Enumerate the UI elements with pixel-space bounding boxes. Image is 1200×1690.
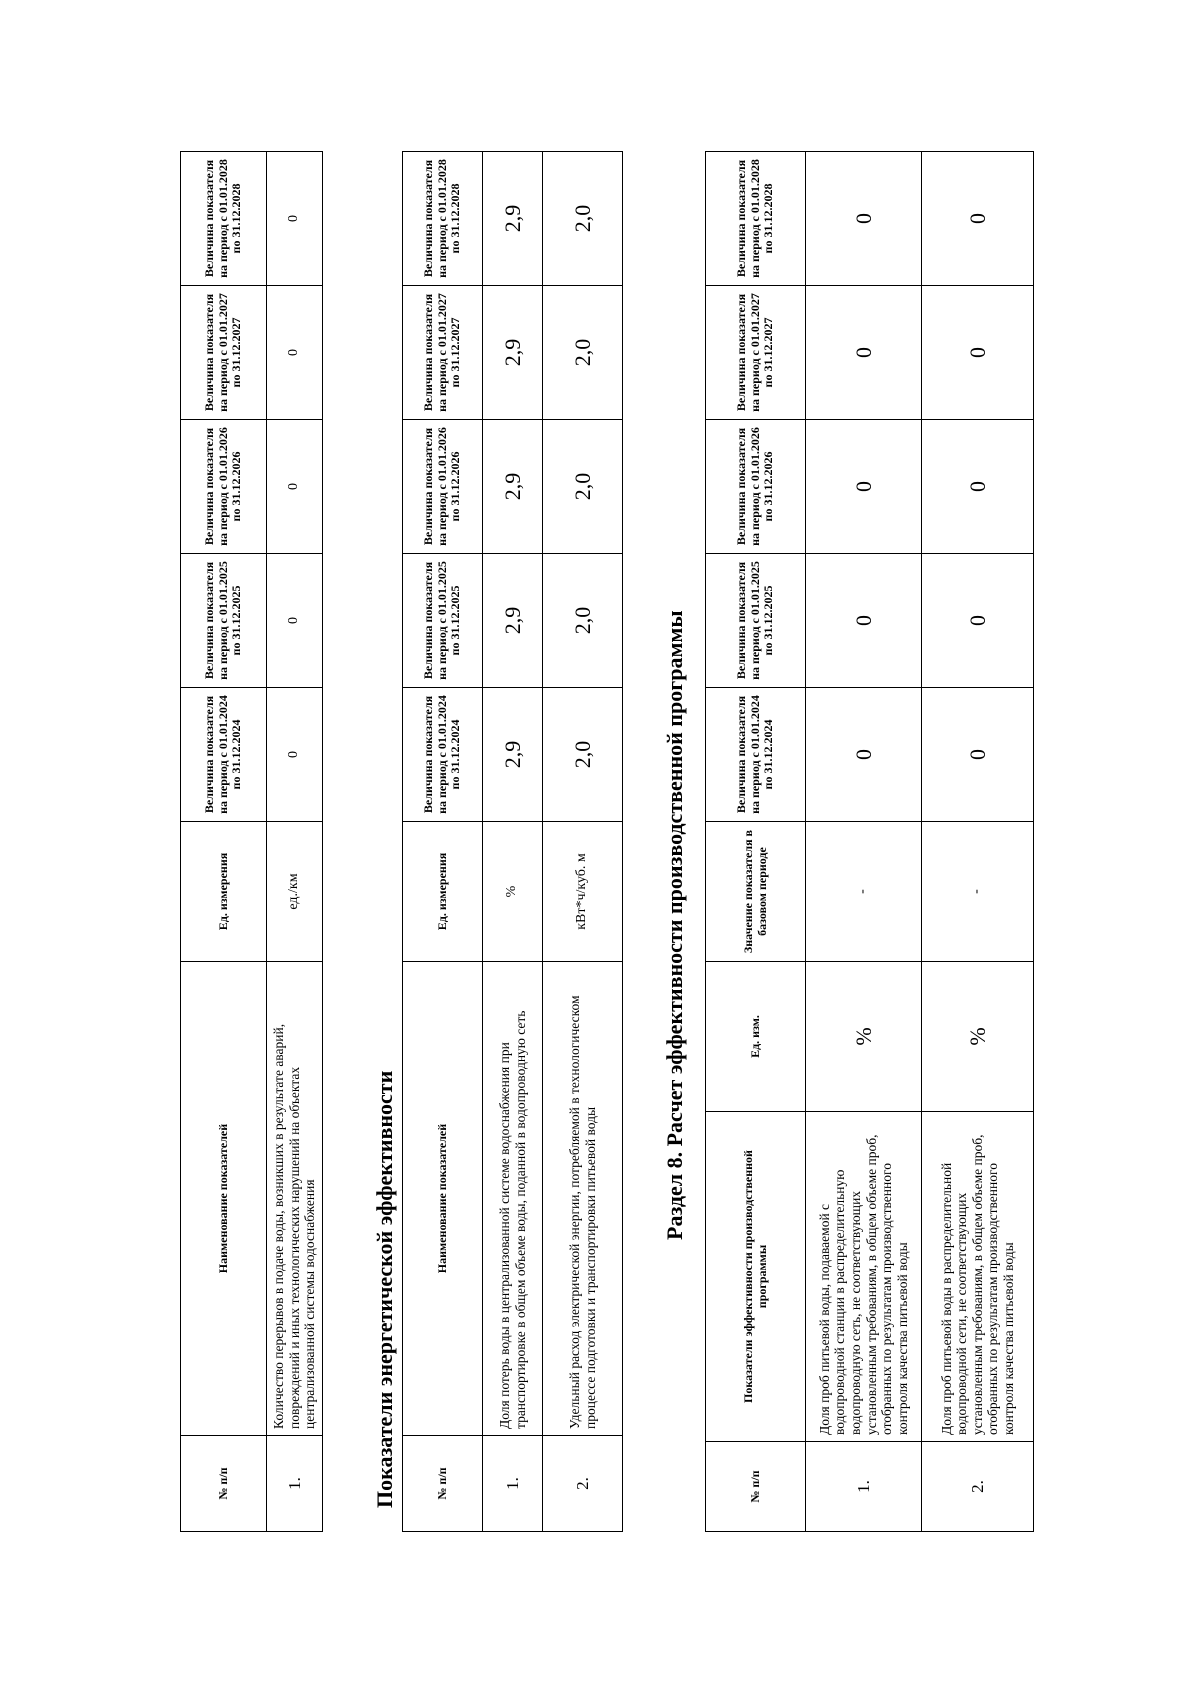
col-header-unit: Ед. измерения bbox=[181, 822, 267, 962]
value-2028: 0 bbox=[267, 152, 323, 286]
table-row bbox=[922, 152, 1034, 1532]
value-2026: 0 bbox=[267, 420, 323, 554]
col-header-2027: Величина показателя на период с 01.01.2027 по 31.12.2027 bbox=[181, 286, 267, 420]
col-header-name: Наименование показателей bbox=[403, 962, 483, 1436]
value-2027: 2,0 bbox=[543, 286, 623, 420]
table-row bbox=[543, 152, 623, 1532]
col-header-2026: Величина показателя на период с 01.01.2026 по 31.12.2026 bbox=[403, 420, 483, 554]
row-indicator-name: Доля проб питьевой воды в распределительной водопроводной сети, не соответствующих установленным требованиям, в общем объеме проб, отобранных по результатам производственного контроля качества питьевой воды bbox=[922, 1112, 1034, 1442]
col-header-2025: Величина показателя на период с 01.01.2025 по 31.12.2025 bbox=[403, 554, 483, 688]
value-2025: 0 bbox=[806, 554, 922, 688]
row-unit: % bbox=[922, 962, 1034, 1112]
col-header-unit: Ед. изм. bbox=[706, 962, 806, 1112]
reliability-indicators-table bbox=[180, 151, 323, 1532]
col-header-2026: Величина показателя на период с 01.01.2026 по 31.12.2026 bbox=[181, 420, 267, 554]
table-header-row bbox=[706, 152, 806, 1532]
col-header-number: № п/п bbox=[181, 1436, 267, 1532]
value-2025: 2,0 bbox=[543, 554, 623, 688]
value-2024: 0 bbox=[806, 688, 922, 822]
col-header-base: Значение показателя в базовом периоде bbox=[706, 822, 806, 962]
table-header-row bbox=[181, 152, 267, 1532]
col-header-name: Наименование показателей bbox=[181, 962, 267, 1436]
row-unit: ед./км bbox=[267, 822, 323, 962]
col-header-2025: Величина показателя на период с 01.01.2025 по 31.12.2025 bbox=[706, 554, 806, 688]
section-8-heading: Раздел 8. Расчет эффективности производственной программы bbox=[662, 610, 687, 1240]
production-efficiency-table bbox=[705, 151, 1034, 1532]
row-number: 2. bbox=[543, 1436, 623, 1532]
value-2025: 0 bbox=[922, 554, 1034, 688]
col-header-2024: Величина показателя на период с 01.01.2024 по 31.12.2024 bbox=[403, 688, 483, 822]
row-number: 1. bbox=[483, 1436, 543, 1532]
value-2028: 2,0 bbox=[543, 152, 623, 286]
value-2025: 2,9 bbox=[483, 554, 543, 688]
value-2024: 2,9 bbox=[483, 688, 543, 822]
col-header-name: Показатели эффективности производственной программы bbox=[706, 1112, 806, 1442]
col-header-unit: Ед. измерения bbox=[403, 822, 483, 962]
energy-efficiency-heading: Показатели энергетической эффективности bbox=[372, 1070, 397, 1508]
value-2024: 0 bbox=[922, 688, 1034, 822]
row-indicator-name: Удельный расход электрической энергии, потребляемой в технологическом процессе подготовки и транспортировки питьевой воды bbox=[543, 962, 623, 1436]
col-header-2027: Величина показателя на период с 01.01.2027 по 31.12.2027 bbox=[403, 286, 483, 420]
col-header-number: № п/п bbox=[706, 1442, 806, 1532]
row-base-value: - bbox=[922, 822, 1034, 962]
row-indicator-name: Количество перерывов в подаче воды, возникших в результате аварий, повреждений и иных технологических нарушений на объектах централизованной системы водоснабжения bbox=[267, 962, 323, 1436]
col-header-2028: Величина показателя на период с 01.01.2028 по 31.12.2028 bbox=[403, 152, 483, 286]
col-header-2024: Величина показателя на период с 01.01.2024 по 31.12.2024 bbox=[181, 688, 267, 822]
table-header-row bbox=[403, 152, 483, 1532]
table-row bbox=[483, 152, 543, 1532]
row-indicator-name: Доля проб питьевой воды, подаваемой с водопроводной станции в распределительную водопроводную сеть, не соответствующих установленным требованиям, в общем объеме проб, отобранных по результатам производственного контроля качества питьевой воды bbox=[806, 1112, 922, 1442]
row-unit: % bbox=[483, 822, 543, 962]
value-2025: 0 bbox=[267, 554, 323, 688]
col-header-2026: Величина показателя на период с 01.01.2026 по 31.12.2026 bbox=[706, 420, 806, 554]
col-header-2025: Величина показателя на период с 01.01.2025 по 31.12.2025 bbox=[181, 554, 267, 688]
col-header-2027: Величина показателя на период с 01.01.2027 по 31.12.2027 bbox=[706, 286, 806, 420]
energy-efficiency-table bbox=[402, 151, 623, 1532]
value-2028: 0 bbox=[806, 152, 922, 286]
row-base-value: - bbox=[806, 822, 922, 962]
row-number: 2. bbox=[922, 1442, 1034, 1532]
value-2027: 0 bbox=[267, 286, 323, 420]
row-unit: кВт*ч/куб. м bbox=[543, 822, 623, 962]
col-header-number: № п/п bbox=[403, 1436, 483, 1532]
row-indicator-name: Доля потерь воды в централизованной системе водоснабжения при транспортировке в общем объеме воды, поданной в водопроводную сеть bbox=[483, 962, 543, 1436]
value-2028: 0 bbox=[922, 152, 1034, 286]
value-2026: 0 bbox=[806, 420, 922, 554]
value-2026: 2,0 bbox=[543, 420, 623, 554]
value-2024: 0 bbox=[267, 688, 323, 822]
table-row bbox=[806, 152, 922, 1532]
value-2027: 0 bbox=[922, 286, 1034, 420]
value-2024: 2,0 bbox=[543, 688, 623, 822]
value-2027: 0 bbox=[806, 286, 922, 420]
row-unit: % bbox=[806, 962, 922, 1112]
row-number: 1. bbox=[267, 1436, 323, 1532]
value-2027: 2,9 bbox=[483, 286, 543, 420]
col-header-2028: Величина показателя на период с 01.01.2028 по 31.12.2028 bbox=[181, 152, 267, 286]
col-header-2028: Величина показателя на период с 01.01.2028 по 31.12.2028 bbox=[706, 152, 806, 286]
value-2026: 2,9 bbox=[483, 420, 543, 554]
table-row bbox=[267, 152, 323, 1532]
value-2028: 2,9 bbox=[483, 152, 543, 286]
col-header-2024: Величина показателя на период с 01.01.2024 по 31.12.2024 bbox=[706, 688, 806, 822]
value-2026: 0 bbox=[922, 420, 1034, 554]
row-number: 1. bbox=[806, 1442, 922, 1532]
